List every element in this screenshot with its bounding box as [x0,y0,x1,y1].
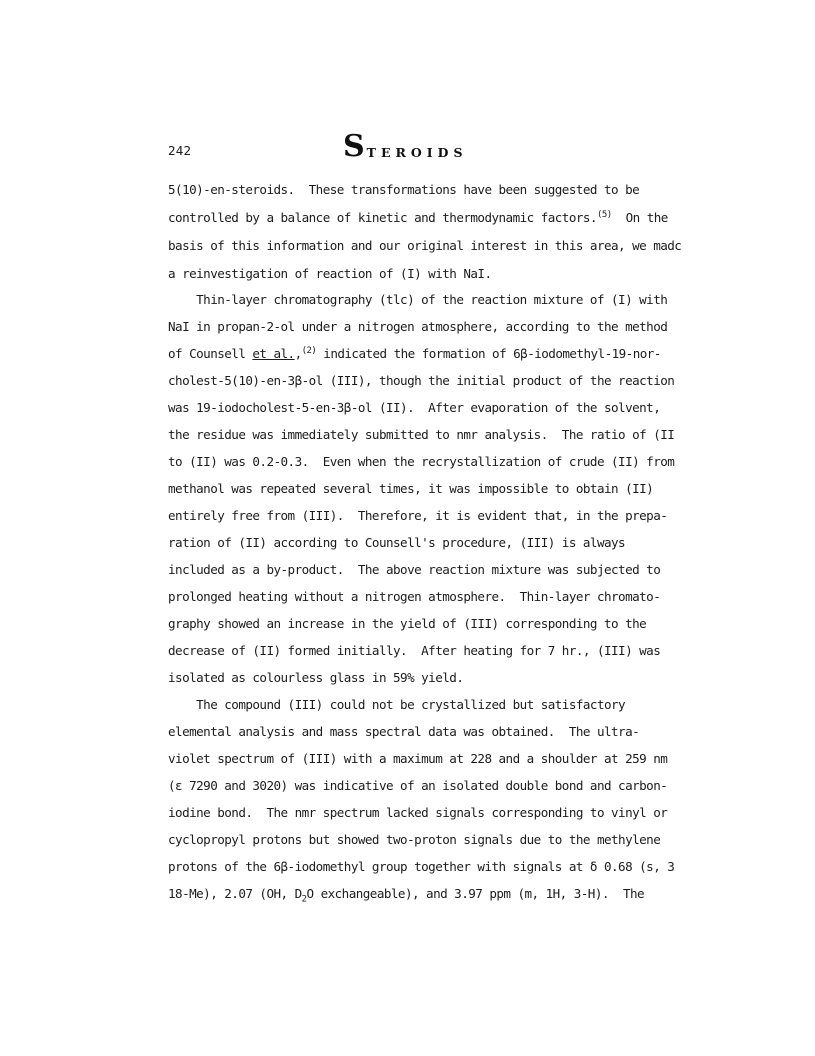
subscript: 2 [301,894,307,905]
text-line: prolonged heating without a nitrogen atmosphere. Thin-layer chromato- [168,589,661,604]
text-line: cyclopropyl protons but showed two-proton signals due to the methylene [168,832,661,847]
text-line: entirely free from (III). Therefore, it is evident that, in the prepa- [168,508,668,523]
text-line: elemental analysis and mass spectral data was obtained. The ultra- [168,724,640,739]
text-line: cholest-5(10)-en-3β-ol (III), though the initial product of the reaction [168,373,675,388]
text-line: a reinvestigation of reaction of (I) with NaI. [168,266,492,281]
text-line: basis of this information and our original interest in this area, we madс [168,238,682,253]
journal-header [343,129,468,164]
text-line: ration of (II) according to Counsell's procedure, (III) is always [168,535,626,550]
text-line-part: , [294,346,302,361]
text-line: decrease of (II) formed initially. After heating for 7 hr., (III) was [168,643,661,658]
text-line-part: indicated the formation of 6β-iodomethyl-19-nor- [316,346,661,361]
text-line: 5(10)-en-steroids. These transformations have been suggested to be [168,182,640,197]
text-line-part: On the [611,210,668,225]
text-line-part: of Counsell [168,346,253,361]
text-line: protons of the 6β-iodomethyl group together with signals at δ 0.68 (s, 3 [168,859,675,874]
text-line: the residue was immediately submitted to nmr analysis. The ratio of (II [168,427,675,442]
text-line: (ε 7290 and 3020) was indicative of an isolated double bond and carbon- [168,778,668,793]
text-line: Thin-layer chromatography (tlc) of the reaction mixture of (I) with [168,292,668,307]
page-number: 242 [168,143,192,158]
et-al-underlined: et al. [252,346,295,361]
text-line: violet spectrum of (III) with a maximum at 228 and a shoulder at 259 nm [168,751,668,766]
text-line [168,886,645,905]
journal-header-rest: TEROIDS [366,145,468,160]
text-line: iodine bond. The nmr spectrum lacked signals corresponding to vinyl or [168,805,668,820]
citation-superscript: (5) [596,209,612,220]
text-line-part: O exchangeable), and 3.97 ppm (m, 1H, 3-H). The [306,886,645,901]
text-line: graphy showed an increase in the yield of (III) corresponding to the [168,616,647,631]
text-line: The compound (III) could not be crystallized but satisfactory [168,697,626,712]
text-line-part: 18-Me), 2.07 (OH, D [168,886,302,901]
text-line: methanol was repeated several times, it was impossible to obtain (II) [168,481,654,496]
text-line-part: controlled by a balance of kinetic and thermodynamic factors. [168,210,597,225]
text-line: isolated as colourless glass in 59% yield. [168,670,464,685]
text-line: included as a by-product. The above reaction mixture was subjected to [168,562,661,577]
text-line: NaI in propan-2-ol under a nitrogen atmosphere, according to the method [168,319,668,334]
text-line [168,210,668,226]
text-line [168,346,661,362]
text-line: was 19-iodocholest-5-en-3β-ol (II). After evaporation of the solvent, [168,400,661,415]
text-line: to (II) was 0.2-0.3. Even when the recrystallization of crude (II) from [168,454,675,469]
citation-superscript: (2) [301,345,317,356]
journal-header-cap: S [343,129,365,164]
